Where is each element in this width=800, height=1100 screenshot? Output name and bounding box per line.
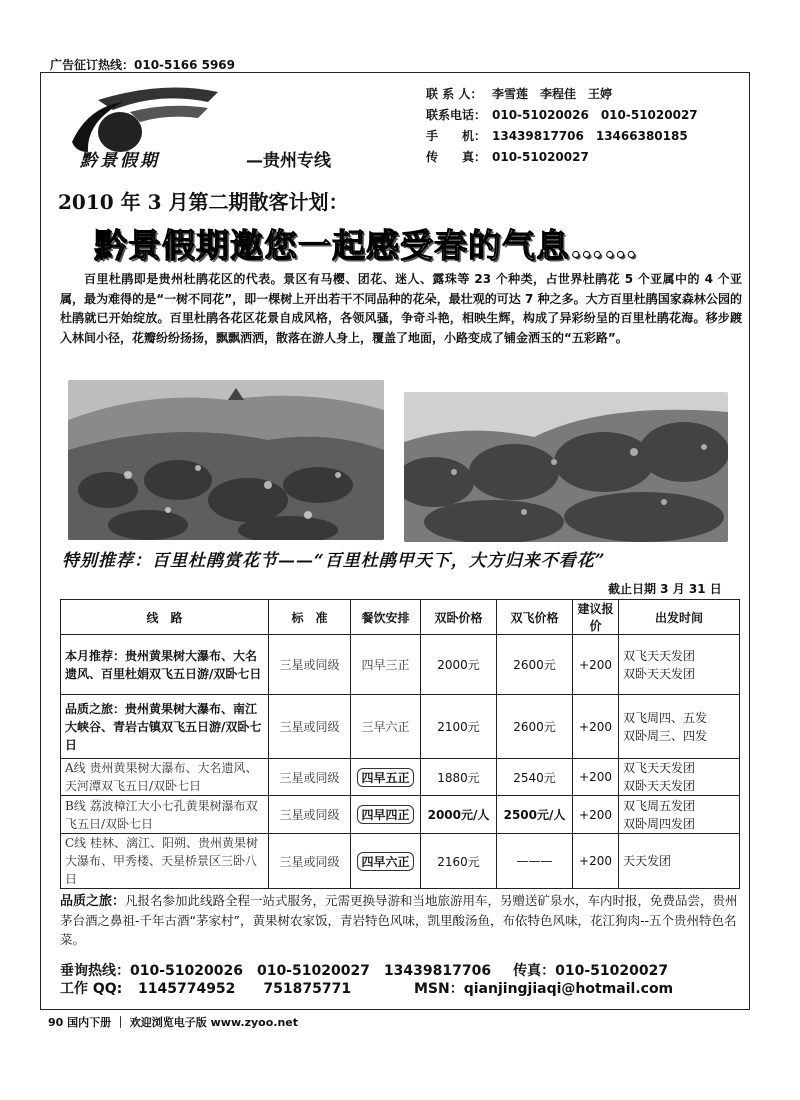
flight-price-cell: 2500元/人 (497, 796, 573, 834)
quality-label: 品质之旅： (60, 894, 126, 909)
column-header: 线 路 (61, 600, 269, 635)
slogan-headline: 黔景假期邀您一起感受春的气息…… (94, 226, 638, 265)
brand-suffix: —贵州专线 (246, 151, 331, 171)
meals-stamp: 四早五正 (357, 768, 413, 787)
flight-price-cell: ——— (497, 834, 573, 889)
qq-label: 工作 QQ: (60, 981, 123, 997)
depart-line: 双飞天天发团 (623, 761, 696, 775)
meals-cell (351, 834, 421, 889)
standard-cell: 三星或同级 (269, 796, 351, 834)
table-header-row (61, 600, 740, 635)
qq-row (60, 980, 673, 998)
route-text: 贵州黄果树大瀑布、南江大峡谷、青岩古镇双飞五日游/双卧七日 (65, 701, 262, 752)
meals-cell: 三早六正 (351, 695, 421, 759)
contact-row (426, 105, 698, 126)
azalea-photo-left (68, 380, 384, 540)
meals-stamp: 四早六正 (357, 852, 413, 871)
ad-hotline: 广告征订热线：010-5166 5969 (50, 58, 236, 72)
hotline-row (60, 962, 673, 980)
depart-line: 双飞周五发团 (623, 798, 696, 813)
meals-cell: 四早三正 (351, 635, 421, 695)
column-header: 餐饮安排 (351, 600, 421, 635)
routes-table (60, 599, 740, 889)
quality-tour-notes (60, 891, 740, 949)
contact-block (426, 84, 698, 168)
contact-row (426, 84, 698, 105)
sleeper-price-cell: 1880元 (421, 759, 497, 796)
contact-value: 13439817706 13466380185 (492, 129, 688, 143)
standard-cell: 三星或同级 (269, 834, 351, 889)
bottom-contact (60, 962, 673, 998)
brand-name: 黔景假期 (80, 151, 160, 171)
route-cell (61, 796, 269, 834)
msn-address: MSN：qianjingjiaqi@hotmail.com (414, 981, 674, 997)
table-row (61, 834, 740, 889)
sleeper-price-cell: 2000元/人 (421, 796, 497, 834)
contact-label: 联 系 人： (426, 87, 483, 101)
standard-cell: 三星或同级 (269, 695, 351, 759)
column-header: 双飞价格 (497, 600, 573, 635)
column-header: 出发时间 (619, 600, 740, 635)
route-text: 贵州黄果树大瀑布、大名遗风、天河潭双飞五日/双卧七日 (65, 761, 258, 793)
table-row (61, 695, 740, 759)
contact-value: 李雪莲 李程佳 王婷 (492, 87, 613, 101)
contact-label: 联系电话： (426, 108, 487, 122)
route-label: A线 (65, 761, 86, 775)
intro-paragraph: 百里杜鹃即是贵州杜鹃花区的代表。景区有马樱、团花、迷人、露珠等 23 个种类，占世界杜鹃花 5 个亚属中的 4 个亚属，最为难得的是“一树不同花”，即一棵树上开出若干不同品种的花朵，最壮观的可达 7 种之多。大方百里杜鹃国家森林公园的杜鹃就已开始绽放。百里杜鹃各花区花景自成风格，各领风骚，争奇斗艳，相映生辉，构成了异彩纷呈的百里杜鹃花海。移步踱入林间小径，花瓣纷纷扬扬，飘飘洒洒，散落在游人身上，覆盖了地面，小路变成了铺金洒玉的“五彩路”。 (60, 272, 742, 345)
depart-line: 双卧天天发团 (623, 779, 696, 793)
depart-line: 双卧周四发团 (623, 816, 696, 831)
meals-cell (351, 759, 421, 796)
contact-row (426, 147, 698, 168)
column-header: 建议报价 (573, 600, 619, 635)
depart-cell (619, 796, 740, 834)
table-row (61, 635, 740, 695)
route-label: B线 (65, 798, 86, 813)
route-text: 荔波樟江大小七孔黄果树瀑布双飞五日/双卧七日 (65, 798, 258, 831)
special-recommendation: 特别推荐：百里杜鹃赏花节——“百里杜鹃甲天下，大方归来不看花” (62, 551, 606, 571)
quote-cell: +200 (573, 695, 619, 759)
quote-cell: +200 (573, 759, 619, 796)
column-header: 标 准 (269, 600, 351, 635)
depart-line: 双飞天天发团 (623, 648, 696, 663)
contact-label: 手 机： (426, 129, 487, 143)
standard-cell: 三星或同级 (269, 759, 351, 796)
contact-row (426, 126, 698, 147)
route-label: C线 (65, 836, 87, 850)
quality-text: 凡报名参加此线路全程一站式服务，元需更换导游和当地旅游用车，另赠送矿泉水，车内时报，免费品尝，贵州茅台酒之鼻祖-千年古酒“茅家村”，黄果树农家饭，青岩特色风味，凯里酸汤鱼，布依特色风味，花江狗肉--五个贵州特色名菜。 (60, 893, 738, 947)
flight-price-cell: 2540元 (497, 759, 573, 796)
meals-stamp: 四早四正 (357, 805, 413, 824)
table-row (61, 796, 740, 834)
depart-cell (619, 635, 740, 695)
flight-price-cell: 2600元 (497, 635, 573, 695)
route-cell (61, 759, 269, 796)
route-text: 贵州黄果树大瀑布、大名遗风、百里杜娟双飞五日游/双卧七日 (65, 648, 262, 681)
plan-title: 2010 年 3 月第二期散客计划： (58, 190, 349, 214)
quote-cell: +200 (573, 834, 619, 889)
fax-number: 传真：010-51020027 (513, 963, 669, 979)
route-text: 桂林、漓江、阳朔、贵州黄果树大瀑布、甲秀楼、天星桥景区三卧八日 (65, 836, 259, 886)
column-header: 双卧价格 (421, 600, 497, 635)
hotline-numbers: 010-51020026 010-51020027 13439817706 (130, 963, 492, 979)
route-label: 本月推荐： (65, 648, 126, 663)
depart-line: 双卧周三、四发 (623, 728, 708, 743)
route-cell (61, 834, 269, 889)
route-label: 品质之旅： (65, 701, 126, 716)
page-footer: 90 国内下册 ｜ 欢迎浏览电子版 www.zyoo.net (48, 1016, 299, 1029)
contact-value: 010-51020026 010-51020027 (492, 108, 698, 122)
quote-cell: +200 (573, 796, 619, 834)
contact-label: 传 真： (426, 150, 487, 164)
depart-cell (619, 834, 740, 889)
quote-cell: +200 (573, 635, 619, 695)
depart-cell (619, 695, 740, 759)
meals-cell (351, 796, 421, 834)
route-cell (61, 635, 269, 695)
sleeper-price-cell: 2000元 (421, 635, 497, 695)
standard-cell: 三星或同级 (269, 635, 351, 695)
depart-line: 天天发团 (623, 854, 672, 868)
sleeper-price-cell: 2160元 (421, 834, 497, 889)
depart-cell (619, 759, 740, 796)
table-row (61, 759, 740, 796)
depart-line: 双卧天天发团 (623, 666, 696, 681)
hotline-label: 垂询热线： (60, 963, 130, 979)
sleeper-price-cell: 2100元 (421, 695, 497, 759)
contact-value: 010-51020027 (492, 150, 589, 164)
depart-line: 双飞周四、五发 (623, 710, 708, 725)
flight-price-cell: 2600元 (497, 695, 573, 759)
route-cell (61, 695, 269, 759)
azalea-photo-right (404, 392, 728, 542)
deadline: 截止日期 3 月 31 日 (608, 582, 722, 596)
qq-numbers: 1145774952 751875771 (138, 981, 352, 997)
